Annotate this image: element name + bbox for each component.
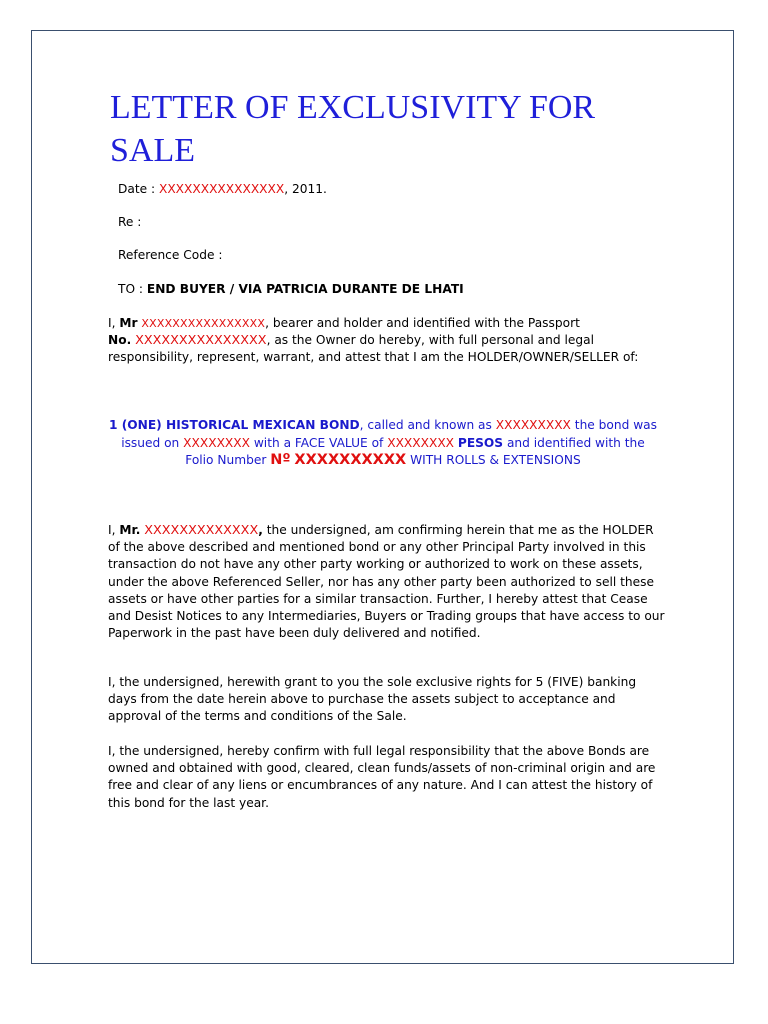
to-recipient: END BUYER / VIA PATRICIA DURANTE DE LHATI [146,282,464,296]
date-label: Date : [118,182,159,196]
bond-text-2: the bond was issued on [121,418,657,450]
date-suffix: , 2011. [284,182,327,196]
bond-known-as-placeholder: XXXXXXXXX [495,418,571,432]
reference-code-line: Reference Code : [118,248,223,262]
confirm-name-placeholder: XXXXXXXXXXXXX [144,523,259,538]
bond-text-3: with a FACE VALUE of [249,435,388,450]
bond-description [108,417,658,470]
document-title: LETTER OF EXCLUSIVITY FOR SALE [110,89,596,169]
bond-text-5: WITH ROLLS & EXTENSIONS [406,453,581,467]
intro-mr: Mr [119,316,138,330]
re-line: Re : [118,215,142,229]
bond-text-1: , called and known as [359,418,496,432]
to-line [118,282,464,296]
to-label: TO : [118,282,147,296]
date-line [118,182,327,196]
bond-face-value-placeholder: XXXXXXXX [387,435,455,450]
confirm-prefix: I, [108,523,120,537]
responsibility-paragraph: I, the undersigned, hereby confirm with full legal responsibility that the above Bonds are owned and obtained with good, cleared, clean funds/assets of non-criminal origin and are free and clear of any liens or encumbrances of any nature. And I can attest the history of this bond for the last year. [108,744,656,810]
intro-name-placeholder: XXXXXXXXXXXXXXXX [141,317,266,330]
confirm-text: the undersigned, am confirming herein that me as the HOLDER of the above described and mentioned bond or any other Principal Party involved in this transaction do not have any other party working or authorized to work on these assets, under the above Referenced Seller, nor has any other party been authorized to sell these assets or have other parties for a similar transaction. Further, I hereby attest that Cease and Desist Notices to any Intermediaries, Buyers or Trading groups that have access to our Paperwork in the past have been duly delivered and notified. [108,523,665,641]
passport-no-label: No. [108,333,132,348]
passport-number-placeholder: XXXXXXXXXXXXXXX [135,333,267,349]
intro-text-2: , as the Owner do hereby, with full personal and legal responsibility, represent, warrant, and attest that I am the HOLDER/OWNER/SELLER of: [108,333,639,365]
intro-paragraph [108,315,668,367]
date-value: XXXXXXXXXXXXXXX [158,182,285,196]
bond-issue-date-placeholder: XXXXXXXX [183,435,250,450]
intro-text-1: , bearer and holder and identified with the Passport [265,316,580,330]
bond-text-4: and identified with the Folio Number [185,435,645,467]
intro-prefix: I, [108,316,120,330]
confirmation-paragraph [108,522,668,642]
confirm-comma: , [258,523,263,537]
folio-number-placeholder: XXXXXXXXXX [294,452,407,468]
confirm-mr: Mr. [119,523,141,537]
grant-paragraph: I, the undersigned, herewith grant to you the sole exclusive rights for 5 (FIVE) banking days from the date herein above to purchase the assets subject to acceptance and approval of the terms and conditions of the Sale. [108,675,637,724]
bond-name: 1 (ONE) HISTORICAL MEXICAN BOND [109,418,360,432]
bond-currency: PESOS [457,435,504,450]
folio-number-label: Nº [270,452,291,468]
